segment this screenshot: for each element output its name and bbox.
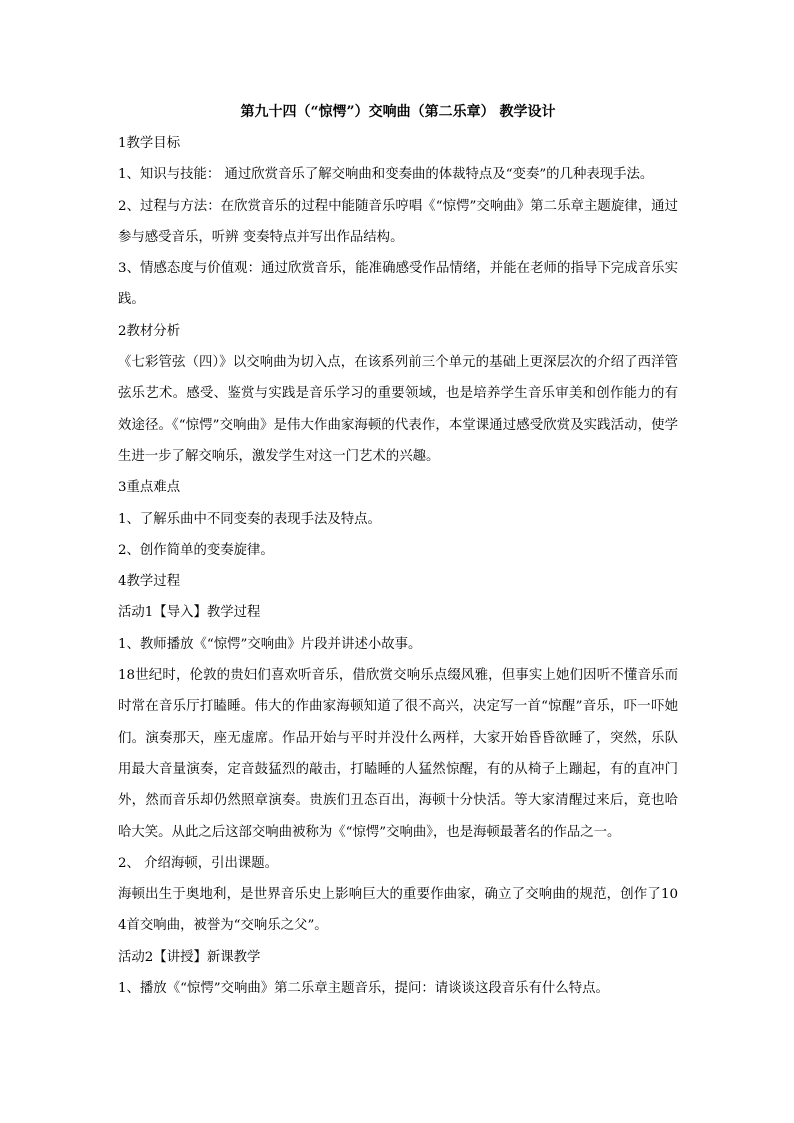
section-heading-process: 4教学过程 [118,574,181,590]
section-heading-goals: 1教学目标 [118,136,181,151]
keypoint-item: 1、了解乐曲中不同变奏的表现手法及特点。 [118,511,381,527]
activity1-item2: 2、 介绍海顿，引出课题。 [118,855,279,871]
activity2-heading: 活动2【讲授】新课教学 [118,949,261,965]
keypoint-item: 2、创作简单的变奏旋律。 [118,542,274,558]
goal-emotion: 3、情感态度与价值观：通过欣赏音乐，能准确感受作品情绪，并能在老师的指导下完成音乐实践。 [118,261,678,308]
document-page [118,100,678,1004]
activity1-item1: 1、教师播放《“惊愕”交响曲》片段并讲述小故事。 [118,636,422,652]
haydn-paragraph: 海顿出生于奥地利，是世界音乐史上影响巨大的重要作曲家，确立了交响曲的规范，创作了104首交响曲，被誉为“交响乐之父”。 [118,887,678,934]
analysis-paragraph: 《七彩管弦（四）》以交响曲为切入点，在该系列前三个单元的基础上更深层次的介绍了西洋管弦乐艺术。感受、鉴赏与实践是音乐学习的重要领域，也是培养学生音乐审美和创作能力的有效途径。《“惊愕”交响曲》是伟大作曲家海顿的代表作，本堂课通过感受欣赏及实践活动，使学生进一步了解交响乐，激发学生对这一门艺术的兴趣。 [118,355,678,464]
document-title: 第九十四（“惊愕”）交响曲（第二乐章） 教学设计 [240,104,556,120]
goal-process: 2、过程与方法：在欣赏音乐的过程中能随音乐哼唱《“惊愕”交响曲》第二乐章主题旋律，通过参与感受音乐，听辨 变奏特点并写出作品结构。 [118,198,678,245]
story-paragraph: 18世纪时，伦敦的贵妇们喜欢听音乐，借欣赏交响乐点缀风雅，但事实上她们因听不懂音乐而时常在音乐厅打瞌睡。伟大的作曲家海顿知道了很不高兴，决定写一首“惊醒”音乐，吓一吓她们。演奏那天，座无虚席。作品开始与平时并没什么两样，大家开始昏昏欲睡了，突然，乐队用最大音量演奏，定音鼓猛烈的敲击，打瞌睡的人猛然惊醒，有的从椅子上蹦起，有的直冲门外，然而音乐却仍然照章演奏。贵族们丑态百出，海顿十分快活。等大家清醒过来后，竟也哈哈大笑。从此之后这部交响曲被称为《“惊愕”交响曲》，也是海顿最著名的作品之一。 [118,668,678,840]
goal-knowledge: 1、知识与技能： 通过欣赏音乐了解交响曲和变奏曲的体裁特点及“变奏”的几种表现手法。 [118,167,654,183]
section-heading-analysis: 2教材分析 [118,323,181,339]
section-heading-keypoints: 3重点难点 [118,480,181,496]
activity1-heading: 活动1【导入】教学过程 [118,605,261,621]
activity2-item1: 1、播放《“惊愕”交响曲》第二乐章主题音乐，提问：请谈谈这段音乐有什么特点。 [118,981,609,997]
